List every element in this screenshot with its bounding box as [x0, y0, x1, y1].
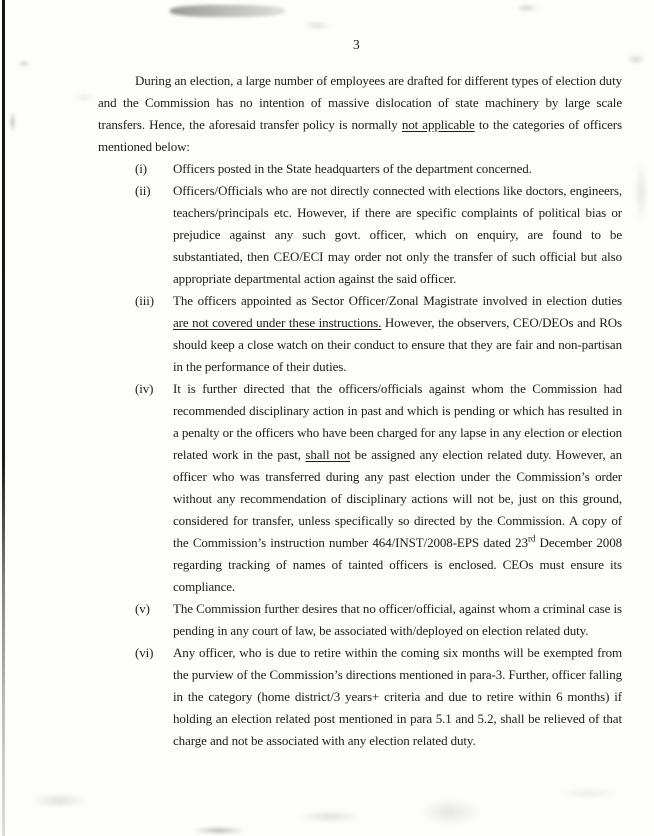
list-item-number: (v) — [135, 601, 150, 616]
list-item-text: It is further directed that the officers/officials against whom the Commission had recommended disciplinary action in past and which is pending or which has resulted in a penalty or the officers who have been charged for any lapse in any election or election related work in the past, shall not be assigned any election related duty. However, an officer who was transferred during any past election under the Commission’s order without any recommendation of disciplinary actions will not be, just on this ground, considered for transfer, unless specifically so directed by the Commission. A copy of the Commission’s instruction number 464/INST/2008-EPS dated 23rd December 2008 regarding tracking of names of tainted officers is enclosed. CEOs must ensure its compliance. — [173, 381, 622, 594]
scan-smudge — [30, 793, 88, 808]
scan-smudge — [634, 160, 648, 224]
page-number: 3 — [353, 37, 360, 52]
list-item-text: Any officer, who is due to retire within the coming six months will be exempted from the purview of the Commission’s directions mentioned in para-3. Further, officer falling in the category (home district/3 years+ criteria and due to retire within 6 months) if holding an election related post mentioned in para 5.1 and 5.2, shall be relieved of that charge and not be associated with any election related duty. — [173, 645, 622, 748]
list-item — [98, 642, 622, 752]
list-item-text: Officers/Officials who are not directly connected with elections like doctors, engineers, teachers/principals etc. However, if there are specific complaints of political bias or prejudice against any such govt. officer, which on enquiry, are found to be substantiated, then CEO/ECI may order not only the transfer of such official but also appropriate departmental action against the said officer. — [173, 183, 622, 286]
scan-smudge — [73, 93, 95, 102]
scan-smudge — [418, 798, 482, 826]
scan-smudge — [558, 788, 620, 799]
list-item-text: The officers appointed as Sector Officer/Zonal Magistrate involved in election duties are not covered under these instructions. However, the observers, CEO/DEOs and ROs should keep a close watch on their conduct to ensure that they are fair and non-partisan in the performance of their duties. — [173, 293, 623, 374]
list-item-number: (ii) — [135, 183, 151, 198]
scan-smudge — [298, 810, 362, 823]
list-item — [98, 180, 622, 290]
intro-paragraph: During an election, a large number of employees are drafted for different types of election duty and the Commission has no intention of massive dislocation of state machinery by large scale transfers. Hence, the aforesaid transfer policy is normally not applicable to the categories of officers mentioned below: — [98, 73, 622, 154]
document-body — [98, 70, 622, 752]
scan-smudge — [626, 54, 646, 65]
scan-smudge — [18, 60, 30, 67]
scan-smudge — [303, 21, 331, 30]
scan-smudge — [515, 4, 539, 12]
scan-edge-line — [2, 0, 5, 836]
scan-smudge — [170, 5, 285, 17]
list-item-number: (i) — [135, 161, 147, 176]
scan-smudge — [10, 112, 15, 132]
numbered-list — [98, 158, 622, 752]
list-item — [98, 290, 622, 378]
list-item-number: (iv) — [135, 381, 154, 396]
list-item-number: (iii) — [135, 293, 154, 308]
scan-smudge — [193, 827, 245, 834]
list-item — [98, 158, 622, 180]
list-item-number: (vi) — [135, 645, 154, 660]
list-item — [98, 598, 622, 642]
list-item-text: The Commission further desires that no officer/official, against whom a criminal case is pending in any court of law, be associated with/deployed on election related duty. — [173, 601, 622, 638]
list-item — [98, 378, 622, 598]
list-item-text: Officers posted in the State headquarters of the department concerned. — [173, 161, 532, 176]
